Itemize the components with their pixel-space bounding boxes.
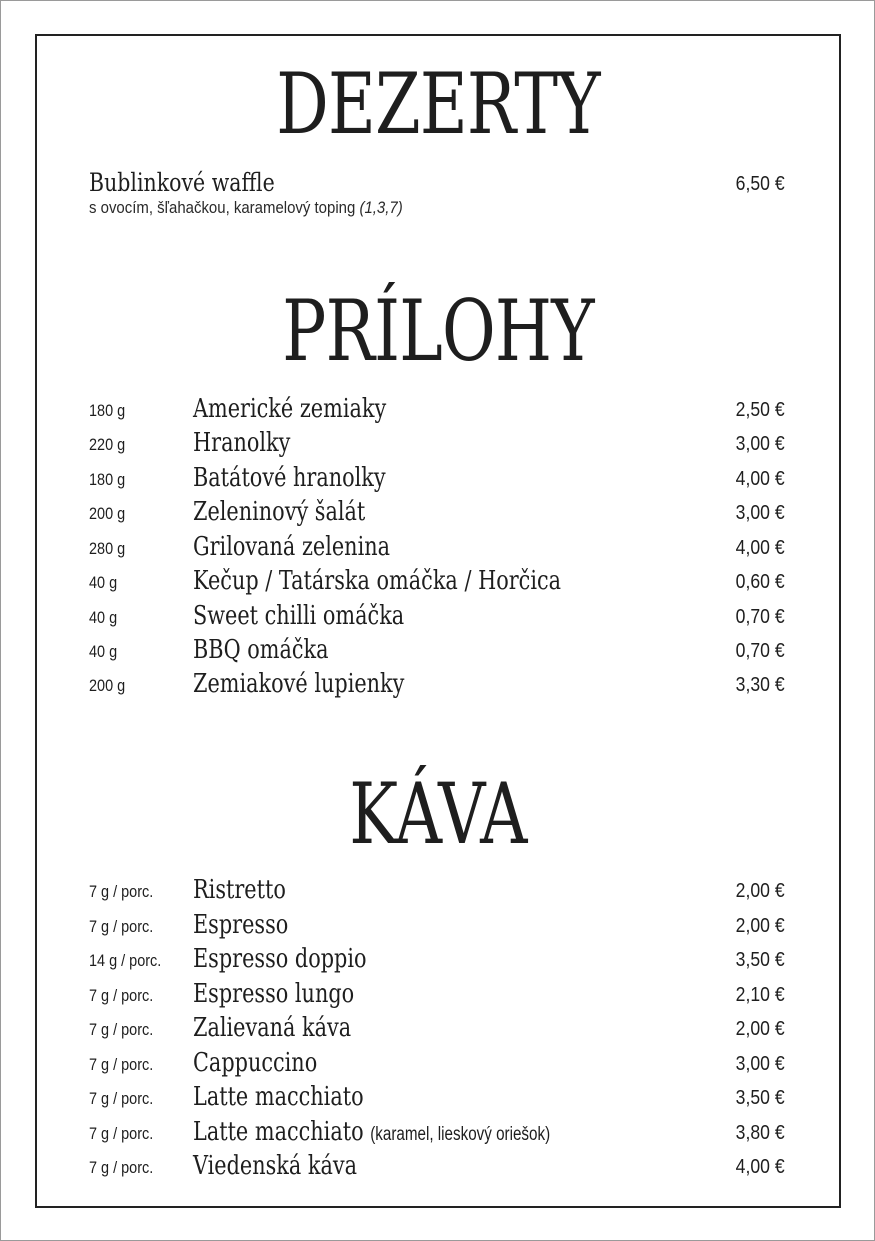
item-name: Latte macchiato (193, 1082, 364, 1112)
list-item (0, 877, 875, 911)
item-price: 4,00 € (736, 537, 785, 559)
item-amount: 14 g / porc. (89, 951, 162, 970)
item-price: 3,80 € (736, 1122, 785, 1144)
item-price: 2,10 € (736, 984, 785, 1006)
item-price: 3,50 € (736, 1087, 785, 1109)
dessert-price: 6,50 € (736, 173, 785, 195)
item-price: 0,70 € (736, 606, 785, 628)
dessert-allergens: (1,3,7) (359, 198, 403, 217)
list-item (0, 396, 875, 430)
item-price: 3,00 € (736, 502, 785, 524)
list-item (0, 1084, 875, 1118)
item-amount: 7 g / porc. (89, 1020, 154, 1039)
item-amount: 40 g (89, 642, 118, 661)
item-note: (karamel, lieskový oriešok) (370, 1124, 551, 1145)
list-item (0, 981, 875, 1015)
item-name: Viedenská káva (193, 1151, 358, 1181)
section-title-kava: KÁVA (349, 765, 527, 863)
item-amount: 180 g (89, 401, 126, 420)
item-price: 2,50 € (736, 399, 785, 421)
list-item (0, 430, 875, 464)
list-item (0, 1050, 875, 1084)
list-item (0, 603, 875, 637)
item-amount: 200 g (89, 504, 126, 523)
item-amount: 7 g / porc. (89, 1055, 154, 1074)
list-item (0, 637, 875, 671)
dessert-name: Bublinkové waffle (89, 168, 275, 197)
item-name: Cappuccino (193, 1048, 318, 1078)
item-name (193, 1119, 550, 1145)
item-name: Ristretto (193, 875, 286, 905)
item-amount: 220 g (89, 435, 126, 454)
list-item (0, 671, 875, 705)
item-name: BBQ omáčka (193, 635, 329, 665)
item-name-text: Latte macchiato (193, 1117, 364, 1147)
item-price: 2,00 € (736, 915, 785, 937)
item-amount: 180 g (89, 470, 126, 489)
item-amount: 280 g (89, 539, 126, 558)
item-price: 4,00 € (736, 1156, 785, 1178)
item-amount: 7 g / porc. (89, 986, 154, 1005)
item-amount: 7 g / porc. (89, 1158, 154, 1177)
item-name: Espresso doppio (193, 944, 367, 974)
section-title-prilohy: PRÍLOHY (282, 282, 594, 380)
item-name: Americké zemiaky (193, 394, 387, 424)
item-price: 4,00 € (736, 468, 785, 490)
item-price: 2,00 € (736, 1018, 785, 1040)
item-amount: 40 g (89, 573, 118, 592)
list-item (0, 1153, 875, 1187)
item-amount: 7 g / porc. (89, 917, 154, 936)
item-price: 3,30 € (736, 674, 785, 696)
item-name: Sweet chilli omáčka (193, 601, 405, 631)
item-name: Kečup / Tatárska omáčka / Horčica (193, 566, 562, 596)
item-name: Zalievaná káva (193, 1013, 352, 1043)
item-amount: 7 g / porc. (89, 1124, 154, 1143)
item-amount: 7 g / porc. (89, 882, 154, 901)
item-price: 3,00 € (736, 433, 785, 455)
dessert-description (89, 199, 403, 216)
item-name: Espresso lungo (193, 979, 355, 1009)
item-price: 2,00 € (736, 880, 785, 902)
item-price: 0,70 € (736, 640, 785, 662)
list-item (0, 465, 875, 499)
item-price: 0,60 € (736, 571, 785, 593)
item-name: Grilovaná zelenina (193, 532, 391, 562)
list-item (0, 568, 875, 602)
list-item (0, 499, 875, 533)
list-item (0, 534, 875, 568)
dessert-description-text: s ovocím, šľahačkou, karamelový toping (89, 198, 356, 217)
item-amount: 7 g / porc. (89, 1089, 154, 1108)
item-name: Batátové hranolky (193, 463, 386, 493)
list-item (0, 1015, 875, 1049)
item-name: Espresso (193, 910, 289, 940)
list-item (0, 946, 875, 980)
list-item (0, 912, 875, 946)
item-name: Zemiakové lupienky (193, 669, 405, 699)
list-item (0, 1119, 875, 1153)
item-amount: 40 g (89, 608, 118, 627)
item-name: Zeleninový šalát (193, 497, 366, 527)
item-name: Hranolky (193, 428, 291, 458)
item-amount: 200 g (89, 676, 126, 695)
item-price: 3,50 € (736, 949, 785, 971)
item-price: 3,00 € (736, 1053, 785, 1075)
section-title-dezerty: DEZERTY (276, 55, 600, 153)
